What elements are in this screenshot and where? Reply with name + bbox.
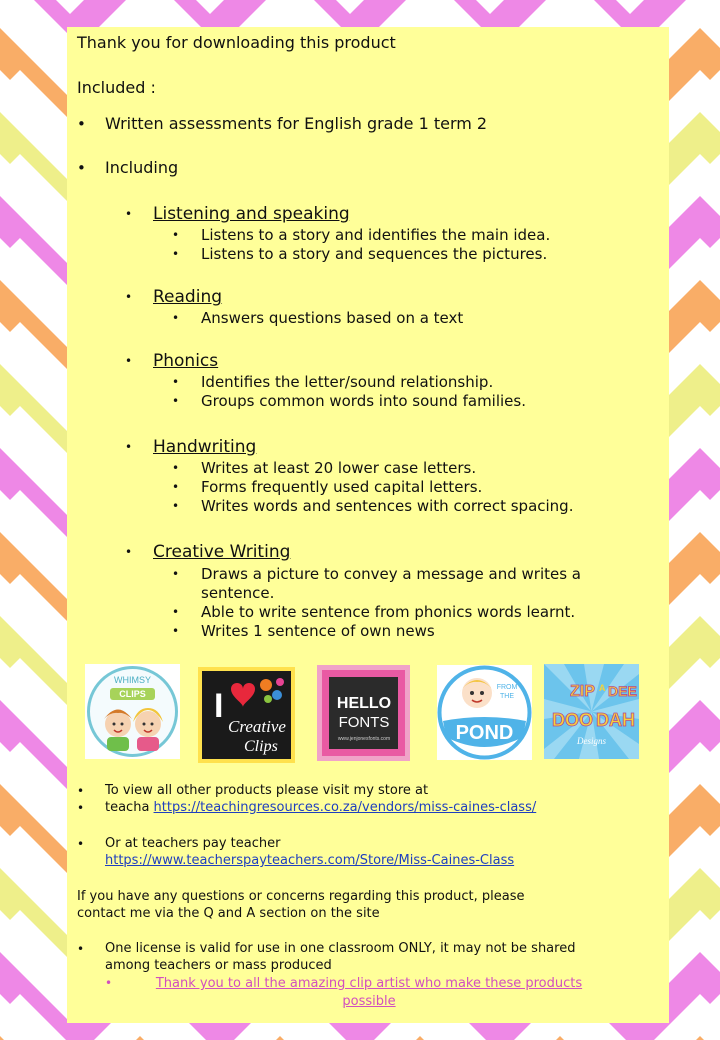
license-line-1: One license is valid for use in one classroom ONLY, it may not be shared: [105, 941, 576, 956]
section-title-reading: Reading: [153, 287, 223, 307]
bullet-icon: •: [172, 394, 180, 408]
svg-text:Clips: Clips: [244, 738, 278, 755]
bullet-icon: •: [77, 837, 85, 851]
bullet-icon: •: [77, 115, 86, 133]
including-item: Including: [105, 158, 179, 177]
section-title-listening: Listening and speaking: [153, 204, 350, 224]
hello-fonts-logo: [317, 665, 410, 761]
svg-text:FROM: FROM: [496, 684, 518, 691]
teacha-prefix: teacha: [105, 800, 154, 815]
svg-text:www.jenjonesfonts.com: www.jenjonesfonts.com: [337, 736, 391, 742]
info-page: [67, 27, 669, 1023]
svg-text:DAH: DAH: [596, 710, 635, 730]
bullet-icon: •: [77, 942, 85, 956]
bullet-icon: •: [172, 567, 180, 581]
svg-text:Creative: Creative: [228, 717, 286, 736]
list-item: Listens to a story and identifies the main idea.: [201, 226, 551, 244]
teacha-line: [105, 799, 536, 817]
svg-text:CLIPS: CLIPS: [119, 689, 146, 699]
creative-clips-logo: [198, 667, 295, 763]
svg-text:DOO: DOO: [552, 710, 594, 730]
bullet-icon: •: [172, 228, 180, 242]
zip-a-dee-doo-dah-logo: [544, 664, 639, 759]
svg-text:ZIP: ZIP: [570, 683, 595, 700]
bullet-icon: •: [172, 247, 180, 261]
bullet-icon: •: [172, 499, 180, 513]
bullet-icon: •: [172, 461, 180, 475]
svg-text:HELLO: HELLO: [336, 695, 392, 712]
list-item: Writes at least 20 lower case letters.: [201, 459, 477, 477]
written-assessments-item: Written assessments for English grade 1 term 2: [105, 114, 488, 133]
section-title-creative-writing: Creative Writing: [153, 542, 291, 562]
bullet-icon: •: [172, 605, 180, 619]
list-item: Answers questions based on a text: [201, 309, 464, 327]
questions-line-2: contact me via the Q and A section on the site: [77, 906, 380, 921]
bullet-icon: •: [77, 159, 86, 177]
whimsy-clips-logo: [85, 664, 180, 759]
list-item: Forms frequently used capital letters.: [201, 478, 483, 496]
svg-text:FONTS: FONTS: [338, 714, 390, 731]
bullet-icon: •: [172, 375, 180, 389]
list-item: Draws a picture to convey a message and writes a: [201, 565, 582, 583]
bullet-icon: •: [125, 207, 133, 221]
section-title-handwriting: Handwriting: [153, 437, 257, 457]
thanks-clip-artists-line-1[interactable]: Thank you to all the amazing clip artist who make these products: [155, 976, 583, 991]
svg-text:THE: THE: [500, 693, 514, 700]
svg-text:I: I: [214, 687, 224, 725]
from-the-pond-logo: [437, 665, 532, 760]
list-item: Identifies the letter/sound relationship.: [201, 373, 494, 391]
tpt-store-link[interactable]: https://www.teacherspayteachers.com/Store/Miss-Caines-Class: [105, 853, 515, 868]
list-item: Able to write sentence from phonics words learnt.: [201, 603, 576, 621]
license-line-2: among teachers or mass produced: [105, 958, 332, 973]
bullet-icon: •: [125, 290, 133, 304]
svg-text:WHIMSY: WHIMSY: [114, 675, 151, 685]
svg-text:A: A: [599, 683, 606, 693]
svg-text:Designs: Designs: [577, 736, 606, 746]
thanks-heading: Thank you for downloading this product: [77, 33, 396, 52]
list-item: Writes words and sentences with correct spacing.: [201, 497, 574, 515]
list-item-continuation: sentence.: [201, 584, 275, 602]
store-line: To view all other products please visit my store at: [105, 783, 429, 798]
list-item: Groups common words into sound families.: [201, 392, 526, 410]
bullet-icon: •: [172, 480, 180, 494]
bullet-icon: •: [77, 784, 85, 798]
bullet-icon: •: [125, 545, 133, 559]
list-item: Listens to a story and sequences the pictures.: [201, 245, 548, 263]
svg-text:POND: POND: [455, 722, 514, 744]
list-item: Writes 1 sentence of own news: [201, 622, 435, 640]
bullet-icon: •: [77, 801, 85, 815]
questions-line-1: If you have any questions or concerns regarding this product, please: [77, 889, 525, 904]
teacha-store-link[interactable]: https://teachingresources.co.za/vendors/miss-caines-class/: [153, 800, 537, 815]
included-label: Included :: [77, 78, 156, 97]
thanks-clip-artists-line-2[interactable]: possible: [342, 994, 396, 1009]
bullet-icon: •: [125, 440, 133, 454]
bullet-icon: •: [172, 311, 180, 325]
svg-text:DEE: DEE: [608, 683, 637, 699]
bullet-icon: •: [125, 354, 133, 368]
bullet-icon: •: [105, 976, 113, 990]
bullet-icon: •: [172, 624, 180, 638]
section-title-phonics: Phonics: [153, 351, 219, 371]
tpt-line: Or at teachers pay teacher: [105, 836, 281, 851]
